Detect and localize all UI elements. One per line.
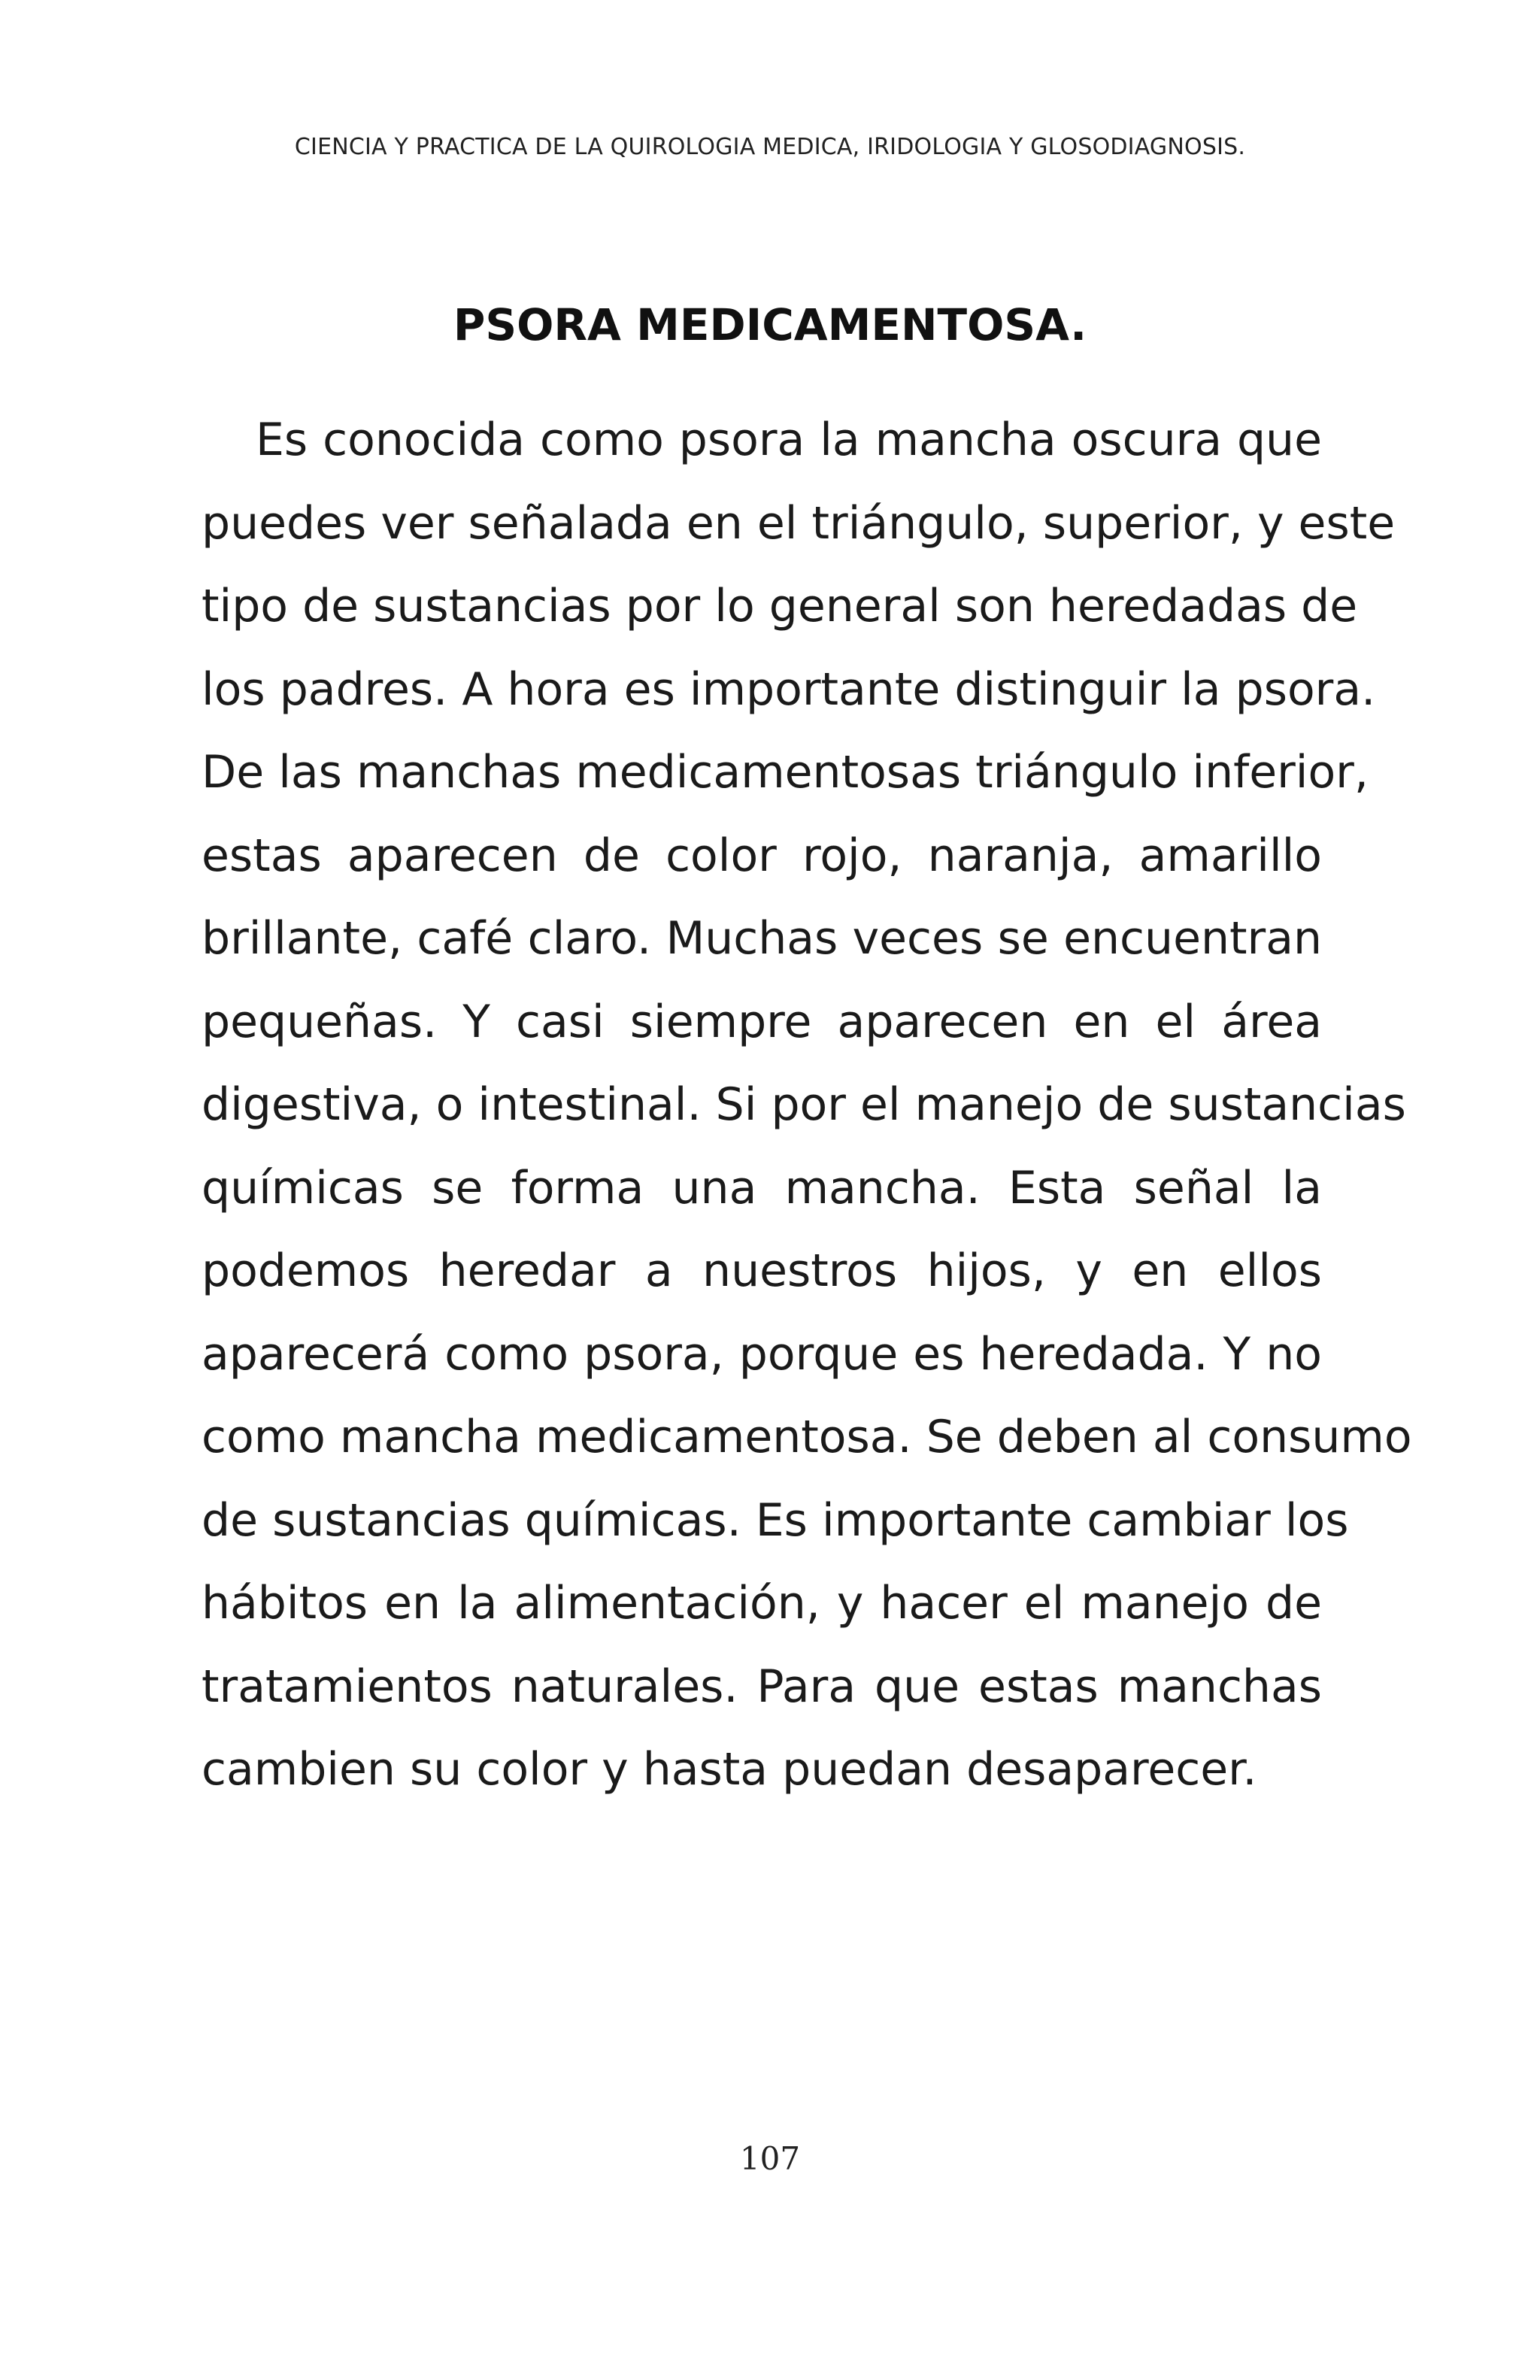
page-number: 107 bbox=[739, 2140, 801, 2177]
paragraph-line: hábitos en la alimentación, y hacer el manejo de bbox=[202, 1577, 1322, 1630]
section-title: PSORA MEDICAMENTOSA. bbox=[453, 299, 1087, 350]
body-paragraph bbox=[202, 399, 1412, 1812]
paragraph-line: como mancha medicamentosa. Se deben al consumo bbox=[202, 1411, 1412, 1463]
paragraph-line: tipo de sustancias por lo general son heredadas de bbox=[202, 580, 1358, 632]
paragraph-line: podemos heredar a nuestros hijos, y en ellos bbox=[202, 1245, 1322, 1297]
paragraph-line: estas aparecen de color rojo, naranja, amarillo bbox=[202, 829, 1322, 882]
paragraph-line: de sustancias químicas. Es importante cambiar los bbox=[202, 1493, 1349, 1547]
paragraph-line: brillante, café claro. Muchas veces se encuentran bbox=[202, 912, 1322, 965]
paragraph-line: De las manchas medicamentosas triángulo inferior, bbox=[202, 746, 1369, 799]
paragraph-line: digestiva, o intestinal. Si por el manejo de sustancias bbox=[202, 1078, 1406, 1131]
running-header: CIENCIA Y PRACTICA DE LA QUIROLOGIA MEDICA, IRIDOLOGIA Y GLOSODIAGNOSIS. bbox=[294, 134, 1246, 160]
paragraph-line: químicas se forma una mancha. Esta señal la bbox=[202, 1161, 1322, 1214]
paragraph-line: tratamientos naturales. Para que estas manchas bbox=[202, 1660, 1322, 1713]
paragraph-line: Es conocida como psora la mancha oscura que bbox=[256, 414, 1322, 466]
paragraph-line: cambien su color y hasta puedan desaparecer. bbox=[202, 1743, 1257, 1796]
paragraph-line: pequeñas. Y casi siempre aparecen en el área bbox=[202, 995, 1322, 1048]
paragraph-line: aparecerá como psora, porque es heredada. Y no bbox=[202, 1327, 1322, 1381]
paragraph-line: puedes ver señalada en el triángulo, superior, y este bbox=[202, 496, 1396, 550]
paragraph-line: los padres. A hora es importante distinguir la psora. bbox=[202, 662, 1376, 716]
